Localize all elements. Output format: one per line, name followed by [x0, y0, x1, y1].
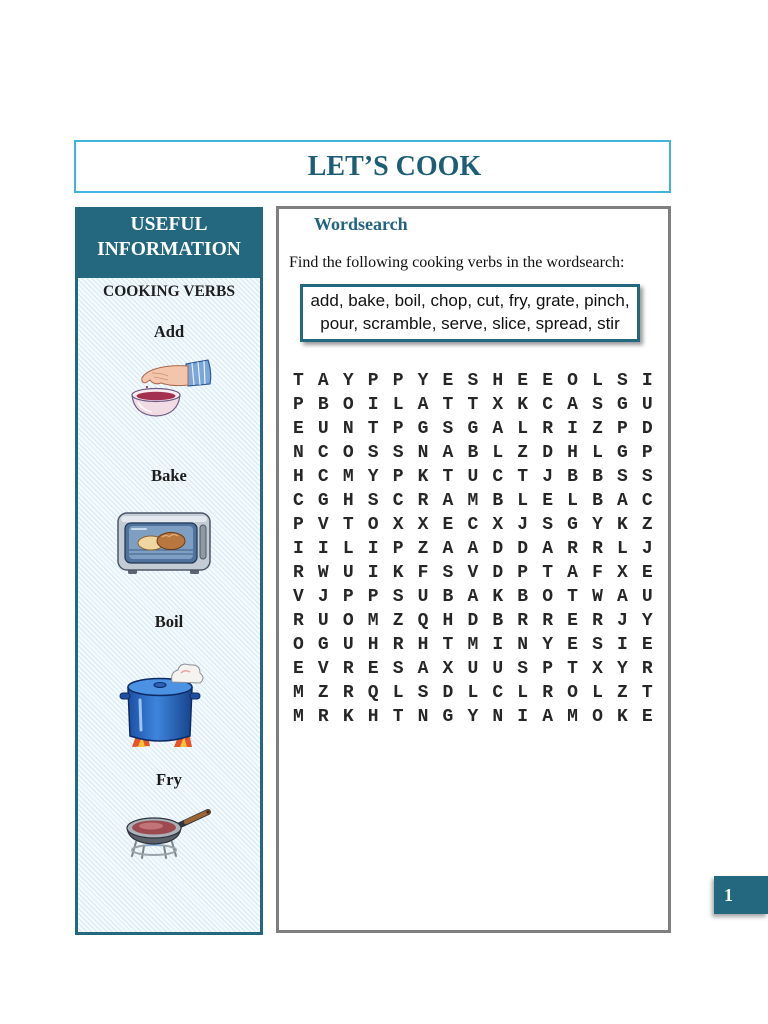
word-list-line: add, bake, boil, chop, cut, fry, grate, pinch,	[310, 291, 630, 310]
verb-item-boil	[78, 612, 260, 632]
title-box	[74, 140, 671, 193]
wordsearch-row: M R K H T N G Y N I A M O K E	[293, 707, 655, 727]
wordsearch-row: R W U I K F S V D P T A F X E	[293, 563, 655, 583]
verb-item-bake	[78, 466, 260, 486]
oven-baking-bread-icon	[116, 510, 212, 576]
wordsearch-row: M Z R Q L S D L C L R O L Z T	[293, 683, 655, 703]
wordsearch-heading: Wordsearch	[314, 214, 408, 234]
verb-label: Fry	[156, 770, 182, 789]
verb-item-fry	[78, 770, 260, 790]
wordsearch-row: P B O I L A T T X K C A S G U	[293, 395, 655, 415]
verb-label: Boil	[154, 612, 184, 631]
wordsearch-row: E V R E S A X U U S P T X Y R	[293, 659, 655, 679]
hand-adding-to-bowl-icon	[128, 358, 214, 418]
page-number-badge: 1	[714, 876, 768, 914]
wordsearch-grid	[293, 369, 654, 729]
boiling-pot-icon	[118, 660, 208, 750]
wordsearch-row: N C O S S N A B L Z D H L G P	[293, 443, 655, 463]
word-list-line: pour, scramble, serve, slice, spread, stir	[320, 314, 620, 333]
wordsearch-row: T A Y P P Y E S H E E O L S I	[293, 371, 655, 391]
wordsearch-panel	[276, 206, 671, 933]
verb-label: Add	[153, 322, 185, 341]
verb-item-add	[78, 322, 260, 342]
wordsearch-row: V J P P S U B A K B O T W A U	[293, 587, 655, 607]
frying-pan-icon	[124, 806, 214, 860]
verb-label: Bake	[151, 466, 187, 485]
cooking-verbs-title: COOKING VERBS	[103, 283, 235, 300]
wordsearch-row: R U O M Z Q H D B R R E R J Y	[293, 611, 655, 631]
wordsearch-row: O G U H R H T M I N Y E S I E	[293, 635, 655, 655]
instructions-text: Find the following cooking verbs in the wordsearch:	[289, 254, 625, 271]
wordsearch-row: E U N T P G S G A L R I Z P D	[293, 419, 655, 439]
wordsearch-row: C G H S C R A M B L E L B A C	[293, 491, 655, 511]
useful-information-sidebar	[75, 207, 263, 935]
wordsearch-row: H C M Y P K T U C T J B B S S	[293, 467, 655, 487]
wordsearch-row: I I L I P Z A A D D A R R L J	[293, 539, 655, 559]
word-list-box	[300, 284, 640, 342]
sidebar-header: USEFUL INFORMATION	[78, 210, 260, 278]
page-title: LET’S COOK	[307, 150, 482, 182]
wordsearch-row: P V T O X X E C X J S G Y K Z	[293, 515, 655, 535]
